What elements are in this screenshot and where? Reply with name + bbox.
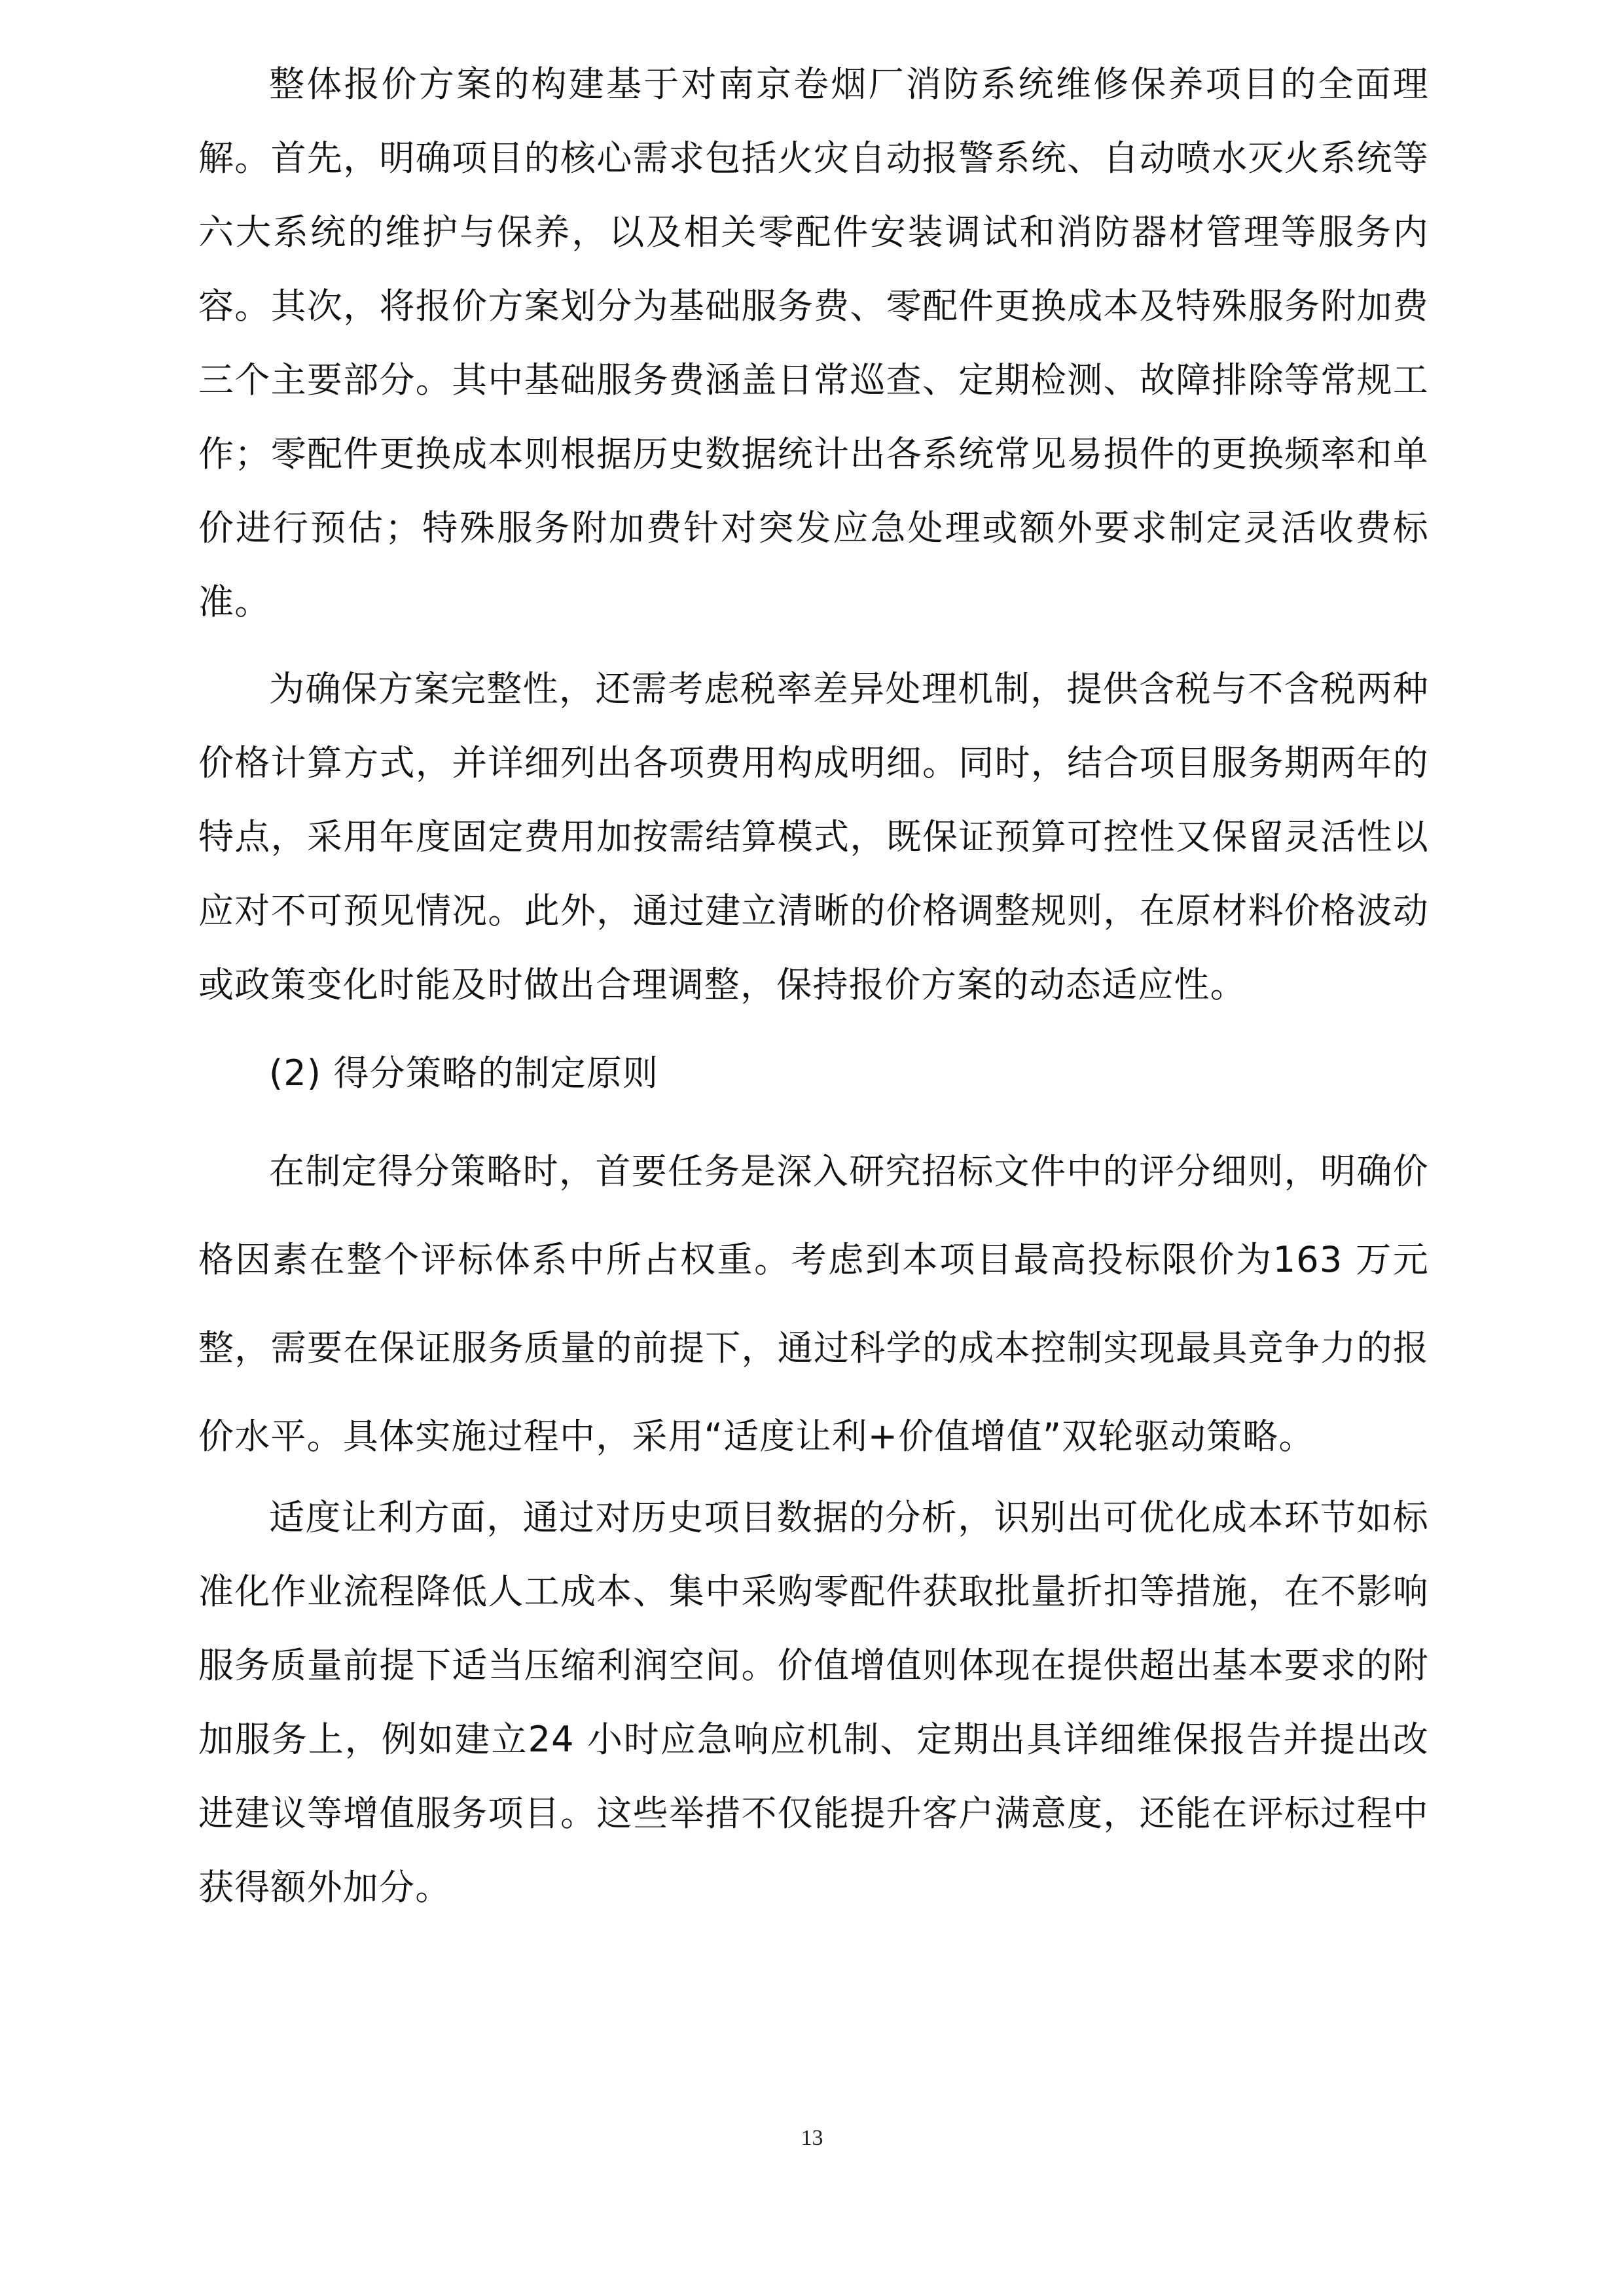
page-number: 13 bbox=[801, 2126, 823, 2150]
paragraph-scoring-strategy: 在制定得分策略时，首要任务是深入研究招标文件中的评分细则，明确价格因素在整个评标体系中所占权重。考虑到本项目最高投标限价为163 万元整，需要在保证服务质量的前提下，通过科学的成本控制实现最具竞争力的报价水平。具体实施过程中，采用“适度让利+价值增值”双轮驱动策略。 bbox=[198, 1151, 1429, 1457]
paragraph-tax-mechanism: 为确保方案完整性，还需考虑税率差异处理机制，提供含税与不含税两种价格计算方式，并详细列出各项费用构成明细。同时，结合项目服务期两年的特点，采用年度固定费用加按需结算模式，既保证预算可控性又保留灵活性以应对不可预见情况。此外，通过建立清晰的价格调整规则，在原材料价格波动或政策变化时能及时做出合理调整，保持报价方案的动态适应性。 bbox=[198, 668, 1429, 1005]
page-body bbox=[198, 47, 1429, 1924]
paragraph-cost-and-value: 适度让利方面，通过对历史项目数据的分析，识别出可优化成本环节如标准化作业流程降低人工成本、集中采购零配件获取批量折扣等措施，在不影响服务质量前提下适当压缩利润空间。价值增值则体现在提供超出基本要求的附加服务上，例如建立24 小时应急响应机制、定期出具详细维保报告并提出改进建议等增值服务项目。这些举措不仅能提升客户满意度，还能在评标过程中获得额外加分。 bbox=[198, 1497, 1429, 1908]
paragraph-quotation-structure: 整体报价方案的构建基于对南京卷烟厂消防系统维修保养项目的全面理解。首先，明确项目的核心需求包括火灾自动报警系统、自动喷水灭火系统等六大系统的维护与保养，以及相关零配件安装调试和消防器材管理等服务内容。其次，将报价方案划分为基础服务费、零配件更换成本及特殊服务附加费三个主要部分。其中基础服务费涵盖日常巡查、定期检测、故障排除等常规工作；零配件更换成本则根据历史数据统计出各系统常见易损件的更换频率和单价进行预估；特殊服务附加费针对突发应急处理或额外要求制定灵活收费标准。 bbox=[198, 63, 1429, 622]
section-heading: (2) 得分策略的制定原则 bbox=[269, 1052, 659, 1094]
